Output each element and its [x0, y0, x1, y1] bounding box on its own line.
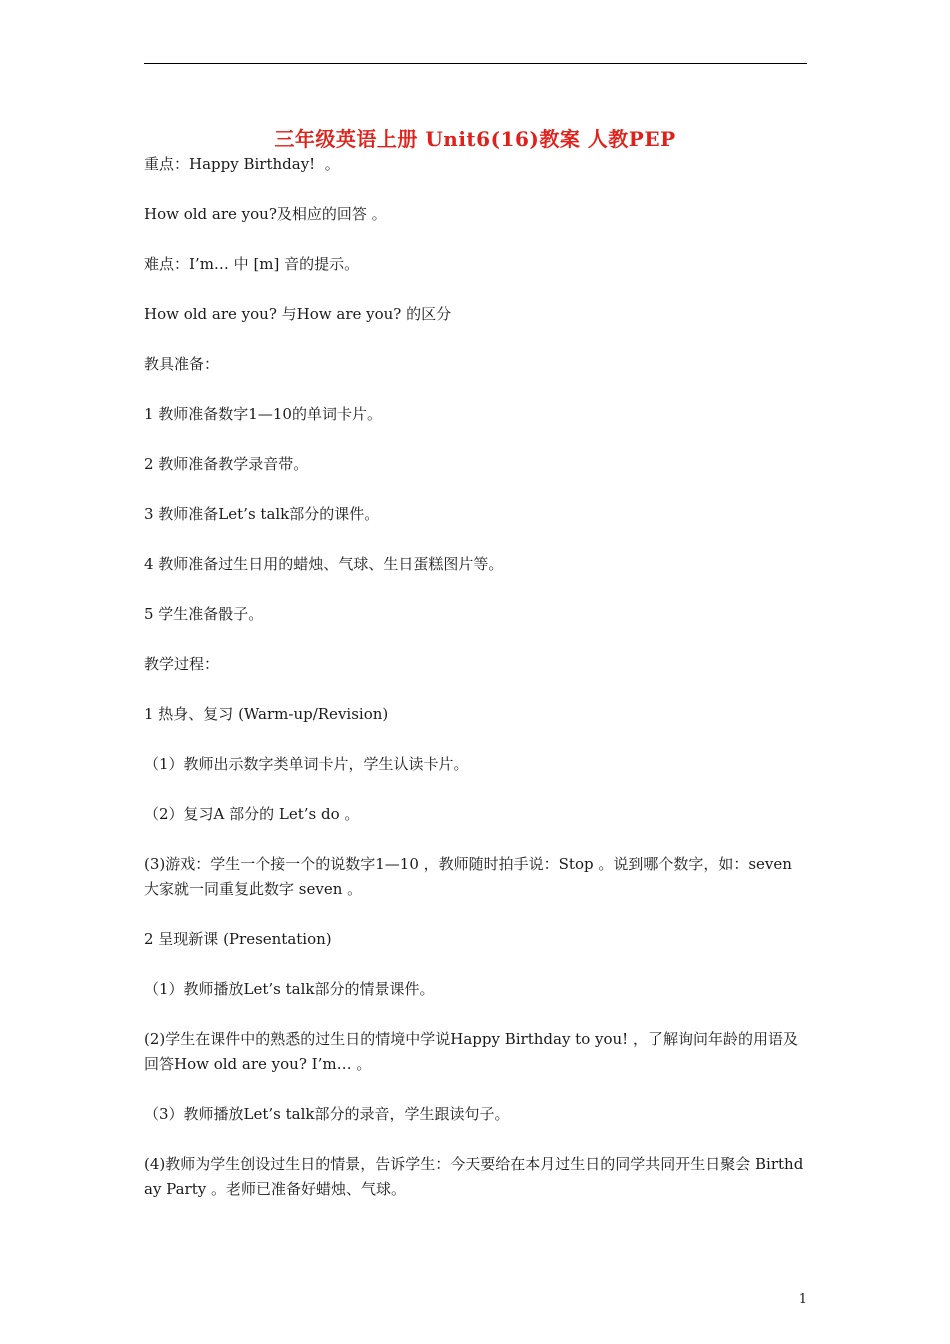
paragraph-step-1-3: (3)游戏：学生一个接一个的说数字1—10 ，教师随时拍手说：Stop 。说到哪个数字，如：seven 大家就一同重复此数字 seven 。 — [144, 855, 797, 898]
paragraph-materials-heading: 教具准备： — [144, 355, 220, 373]
paragraph-step-2-3: （3）教师播放Let’s talk部分的录音，学生跟读句子。 — [144, 1105, 510, 1123]
paragraph-difficulty-distinction: How old are you? 与How are you? 的区分 — [144, 305, 452, 323]
paragraph-step-1-1: （1）教师出示数字类单词卡片，学生认读卡片。 — [144, 755, 469, 773]
paragraph-key-points: 重点：Happy Birthday! 。 — [144, 155, 340, 173]
paragraph-step-1-heading: 1 热身、复习 (Warm-up/Revision) — [144, 705, 389, 723]
paragraph-material-3: 3 教师准备Let’s talk部分的课件。 — [144, 505, 380, 523]
paragraph-difficulty: 难点：I’m… 中 [m] 音的提示。 — [144, 255, 360, 273]
paragraph-material-4: 4 教师准备过生日用的蜡烛、气球、生日蛋糕图片等。 — [144, 555, 504, 573]
paragraph-step-2-2: (2)学生在课件中的熟悉的过生日的情境中学说Happy Birthday to you! ，了解询问年龄的用语及回答How old are you? I’m… 。 — [144, 1030, 798, 1073]
document-body — [144, 152, 810, 1227]
paragraph-material-5: 5 学生准备骰子。 — [144, 605, 264, 623]
paragraph-step-2-1: （1）教师播放Let’s talk部分的情景课件。 — [144, 980, 435, 998]
paragraph-process-heading: 教学过程： — [144, 655, 220, 673]
document-title: 三年级英语上册 Unit6(16)教案 人教PEP — [274, 127, 676, 151]
header-rule — [144, 63, 807, 64]
paragraph-step-1-2: （2）复习A 部分的 Let’s do 。 — [144, 805, 360, 823]
paragraph-material-2: 2 教师准备教学录音带。 — [144, 455, 309, 473]
page-number: 1 — [798, 1292, 807, 1307]
paragraph-step-2-4: (4)教师为学生创设过生日的情景，告诉学生：今天要给在本月过生日的同学共同开生日聚会 Birthday Party 。老师已准备好蜡烛、气球。 — [144, 1155, 804, 1198]
paragraph-key-question: How old are you?及相应的回答 。 — [144, 205, 387, 223]
paragraph-material-1: 1 教师准备数字1—10的单词卡片。 — [144, 405, 382, 423]
paragraph-step-2-heading: 2 呈现新课 (Presentation) — [144, 930, 332, 948]
